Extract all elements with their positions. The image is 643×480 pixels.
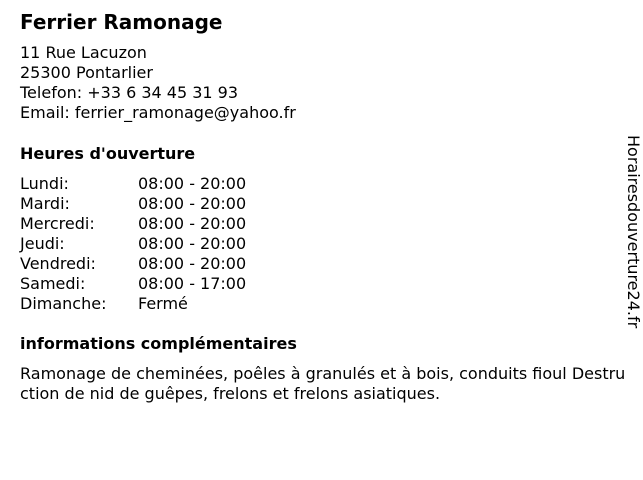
additional-info-heading: informations complémentaires bbox=[20, 334, 297, 353]
hours-time: 08:00 - 17:00 bbox=[138, 274, 247, 293]
hours-day: Vendredi: bbox=[20, 254, 96, 273]
hours-day: Jeudi: bbox=[20, 234, 65, 253]
address-city: 25300 Pontarlier bbox=[20, 63, 153, 82]
business-name: Ferrier Ramonage bbox=[20, 10, 223, 34]
opening-hours-heading: Heures d'ouverture bbox=[20, 144, 196, 163]
hours-time: Fermé bbox=[138, 294, 188, 313]
site-watermark: Horairesdouverture24.fr bbox=[624, 135, 643, 329]
hours-time: 08:00 - 20:00 bbox=[138, 234, 247, 253]
additional-info-text: Ramonage de cheminées, poêles à granulés et à bois, conduits fioul Destruction de nid de guêpes, frelons et frelons asiatiques. bbox=[20, 364, 626, 403]
hours-day: Mercredi: bbox=[20, 214, 95, 233]
hours-time: 08:00 - 20:00 bbox=[138, 254, 247, 273]
contact-block bbox=[20, 43, 296, 123]
hours-day: Mardi: bbox=[20, 194, 70, 213]
hours-day: Lundi: bbox=[20, 174, 69, 193]
hours-day: Dimanche: bbox=[20, 294, 107, 313]
hours-time: 08:00 - 20:00 bbox=[138, 194, 247, 213]
phone-line: Telefon: +33 6 34 45 31 93 bbox=[20, 83, 239, 102]
hours-time: 08:00 - 20:00 bbox=[138, 214, 247, 233]
hours-time: 08:00 - 20:00 bbox=[138, 174, 247, 193]
address-street: 11 Rue Lacuzon bbox=[20, 43, 147, 62]
hours-day: Samedi: bbox=[20, 274, 86, 293]
email-line: Email: ferrier_ramonage@yahoo.fr bbox=[20, 103, 296, 122]
